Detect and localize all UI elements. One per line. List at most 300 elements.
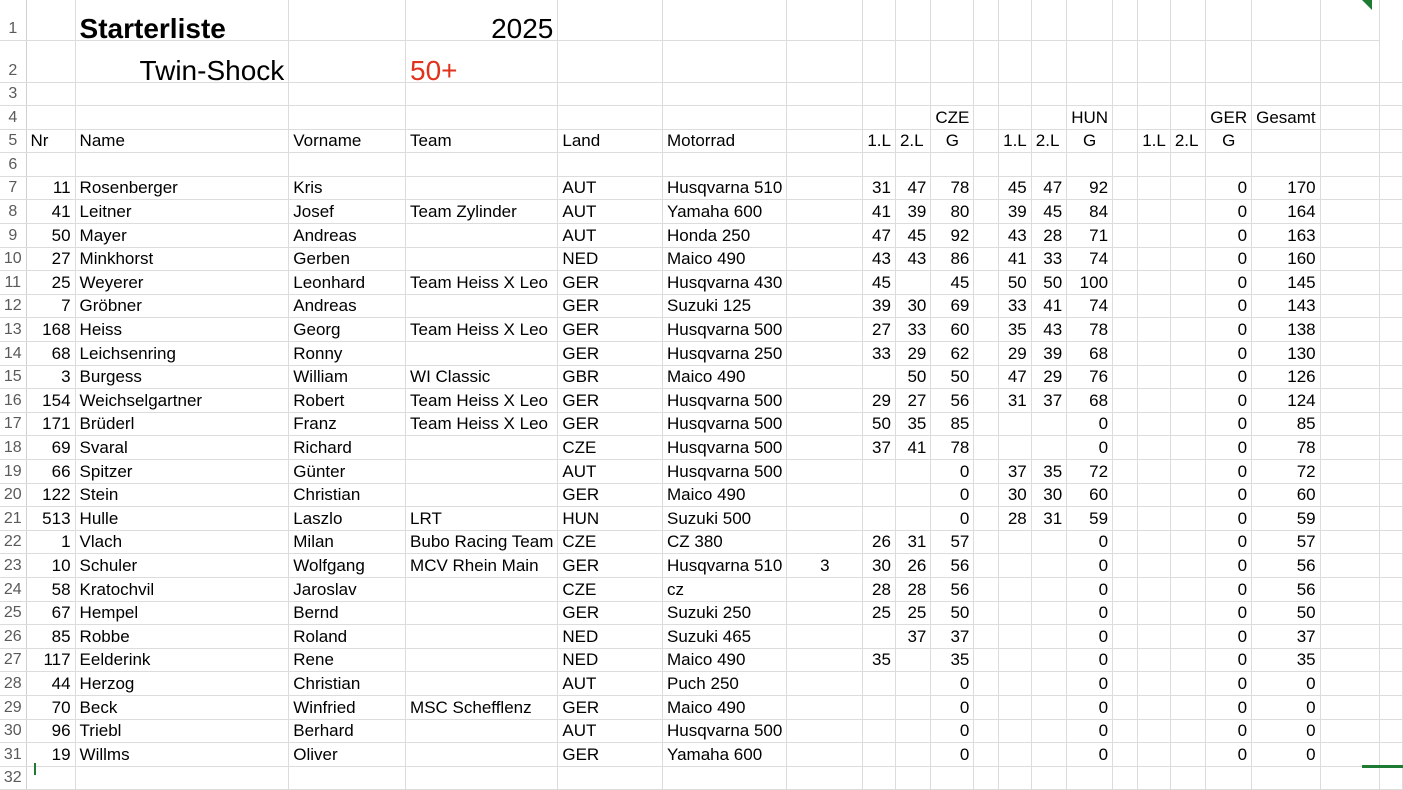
rider-ger-g[interactable]: 0 bbox=[1206, 389, 1252, 413]
row-header[interactable]: 16 bbox=[0, 389, 26, 413]
rider-hun-g[interactable]: 74 bbox=[1067, 247, 1113, 271]
rider-motorrad[interactable]: Maico 490 bbox=[663, 247, 787, 271]
rider-land[interactable]: AUT bbox=[558, 460, 663, 484]
rider-hun-l1[interactable] bbox=[999, 554, 1032, 578]
cell[interactable] bbox=[1170, 40, 1205, 82]
row-header[interactable]: 29 bbox=[0, 695, 26, 719]
col-header-hun-l2[interactable]: 2.L bbox=[1031, 129, 1066, 153]
rider-cze-l2[interactable] bbox=[895, 672, 930, 696]
rider-cze-g[interactable]: 0 bbox=[931, 672, 974, 696]
rider-ger-l2[interactable] bbox=[1170, 719, 1205, 743]
cell[interactable] bbox=[1380, 507, 1403, 531]
rider-motorrad[interactable]: Husqvarna 500 bbox=[663, 436, 787, 460]
rider-hun-l2[interactable]: 35 bbox=[1031, 460, 1066, 484]
rider-extra[interactable] bbox=[787, 412, 863, 436]
row-header[interactable]: 4 bbox=[0, 106, 26, 130]
rider-cze-l2[interactable] bbox=[895, 271, 930, 295]
rider-hun-l1[interactable]: 43 bbox=[999, 224, 1032, 248]
cell[interactable] bbox=[974, 294, 999, 318]
rider-land[interactable]: GER bbox=[558, 554, 663, 578]
rider-team[interactable] bbox=[406, 294, 558, 318]
cell[interactable] bbox=[1320, 554, 1380, 578]
rider-ger-l1[interactable] bbox=[1138, 318, 1171, 342]
rider-team[interactable]: Bubo Racing Team bbox=[406, 530, 558, 554]
cell[interactable] bbox=[999, 40, 1032, 82]
cell[interactable] bbox=[1067, 82, 1113, 106]
row-header[interactable]: 23 bbox=[0, 554, 26, 578]
row-header[interactable]: 32 bbox=[0, 766, 26, 790]
cell[interactable] bbox=[558, 766, 663, 790]
rider-total[interactable]: 164 bbox=[1252, 200, 1321, 224]
rider-ger-l2[interactable] bbox=[1170, 294, 1205, 318]
rider-cze-l1[interactable] bbox=[863, 743, 896, 767]
rider-hun-g[interactable]: 0 bbox=[1067, 648, 1113, 672]
row-header[interactable]: 14 bbox=[0, 342, 26, 366]
cell[interactable] bbox=[75, 766, 289, 790]
rider-ger-l1[interactable] bbox=[1138, 507, 1171, 531]
rider-vorname[interactable]: Jaroslav bbox=[289, 577, 406, 601]
cell[interactable] bbox=[999, 106, 1032, 130]
rider-land[interactable]: GER bbox=[558, 389, 663, 413]
cell[interactable] bbox=[1380, 342, 1403, 366]
cell[interactable] bbox=[974, 247, 999, 271]
rider-land[interactable]: AUT bbox=[558, 719, 663, 743]
rider-hun-g[interactable]: 0 bbox=[1067, 719, 1113, 743]
rider-total[interactable]: 126 bbox=[1252, 365, 1321, 389]
rider-hun-l2[interactable]: 31 bbox=[1031, 507, 1066, 531]
rider-extra[interactable] bbox=[787, 483, 863, 507]
col-header-name[interactable]: Name bbox=[75, 129, 289, 153]
rider-land[interactable]: AUT bbox=[558, 672, 663, 696]
rider-hun-l1[interactable] bbox=[999, 648, 1032, 672]
cell[interactable] bbox=[1380, 719, 1403, 743]
rider-team[interactable]: LRT bbox=[406, 507, 558, 531]
rider-motorrad[interactable]: Yamaha 600 bbox=[663, 743, 787, 767]
cell[interactable] bbox=[1380, 648, 1403, 672]
rider-total[interactable]: 143 bbox=[1252, 294, 1321, 318]
rider-hun-l2[interactable] bbox=[1031, 554, 1066, 578]
rider-cze-l1[interactable]: 29 bbox=[863, 389, 896, 413]
rider-vorname[interactable]: Gerben bbox=[289, 247, 406, 271]
cell[interactable] bbox=[1380, 40, 1403, 82]
col-header-ger-l1[interactable]: 1.L bbox=[1138, 129, 1171, 153]
rider-ger-g[interactable]: 0 bbox=[1206, 648, 1252, 672]
cell[interactable] bbox=[1138, 82, 1171, 106]
rider-ger-l2[interactable] bbox=[1170, 200, 1205, 224]
rider-ger-g[interactable]: 0 bbox=[1206, 554, 1252, 578]
rider-cze-l2[interactable] bbox=[895, 648, 930, 672]
rider-cze-g[interactable]: 60 bbox=[931, 318, 974, 342]
cell[interactable] bbox=[1113, 224, 1138, 248]
cell[interactable] bbox=[558, 153, 663, 177]
rider-hun-l2[interactable] bbox=[1031, 625, 1066, 649]
rider-nr[interactable]: 25 bbox=[26, 271, 75, 295]
rider-name[interactable]: Svaral bbox=[75, 436, 289, 460]
row-header[interactable]: 19 bbox=[0, 460, 26, 484]
cell[interactable] bbox=[1113, 342, 1138, 366]
row-header[interactable]: 25 bbox=[0, 601, 26, 625]
rider-extra[interactable] bbox=[787, 601, 863, 625]
cell[interactable] bbox=[863, 106, 896, 130]
rider-ger-g[interactable]: 0 bbox=[1206, 460, 1252, 484]
cell[interactable] bbox=[974, 483, 999, 507]
cell[interactable] bbox=[1380, 106, 1403, 130]
cell[interactable] bbox=[1380, 554, 1403, 578]
cell[interactable] bbox=[1320, 224, 1380, 248]
cell[interactable] bbox=[1113, 271, 1138, 295]
col-header-ger-g[interactable]: G bbox=[1206, 129, 1252, 153]
rider-hun-l1[interactable] bbox=[999, 625, 1032, 649]
rider-hun-l2[interactable]: 39 bbox=[1031, 342, 1066, 366]
rider-ger-l1[interactable] bbox=[1138, 200, 1171, 224]
cell[interactable] bbox=[406, 153, 558, 177]
row-header[interactable]: 7 bbox=[0, 176, 26, 200]
cell[interactable] bbox=[1206, 40, 1252, 82]
rider-ger-l1[interactable] bbox=[1138, 342, 1171, 366]
rider-motorrad[interactable]: Yamaha 600 bbox=[663, 200, 787, 224]
rider-nr[interactable]: 27 bbox=[26, 247, 75, 271]
cell[interactable] bbox=[289, 82, 406, 106]
rider-land[interactable]: AUT bbox=[558, 176, 663, 200]
rider-land[interactable]: GER bbox=[558, 318, 663, 342]
rider-cze-l1[interactable]: 47 bbox=[863, 224, 896, 248]
rider-motorrad[interactable]: Husqvarna 510 bbox=[663, 176, 787, 200]
row-header[interactable]: 3 bbox=[0, 82, 26, 106]
cell[interactable] bbox=[974, 176, 999, 200]
rider-ger-g[interactable]: 0 bbox=[1206, 271, 1252, 295]
cell[interactable] bbox=[26, 82, 75, 106]
rider-team[interactable]: Team Heiss X Leo bbox=[406, 412, 558, 436]
rider-team[interactable] bbox=[406, 625, 558, 649]
cell[interactable] bbox=[974, 153, 999, 177]
rider-hun-l1[interactable]: 41 bbox=[999, 247, 1032, 271]
cell[interactable] bbox=[999, 766, 1032, 790]
col-header-team[interactable]: Team bbox=[406, 129, 558, 153]
rider-vorname[interactable]: Laszlo bbox=[289, 507, 406, 531]
cell[interactable] bbox=[787, 40, 863, 82]
rider-hun-g[interactable]: 76 bbox=[1067, 365, 1113, 389]
rider-extra[interactable] bbox=[787, 365, 863, 389]
rider-ger-l1[interactable] bbox=[1138, 365, 1171, 389]
rider-cze-l2[interactable]: 50 bbox=[895, 365, 930, 389]
rider-ger-g[interactable]: 0 bbox=[1206, 625, 1252, 649]
cell[interactable] bbox=[1320, 271, 1380, 295]
col-header-hun-g[interactable]: G bbox=[1067, 129, 1113, 153]
cell[interactable] bbox=[787, 766, 863, 790]
rider-cze-g[interactable]: 56 bbox=[931, 389, 974, 413]
cell[interactable] bbox=[1113, 365, 1138, 389]
cell[interactable] bbox=[1320, 719, 1380, 743]
cell[interactable] bbox=[974, 530, 999, 554]
rider-hun-g[interactable]: 0 bbox=[1067, 743, 1113, 767]
rider-ger-l1[interactable] bbox=[1138, 460, 1171, 484]
rider-hun-g[interactable]: 0 bbox=[1067, 672, 1113, 696]
cell[interactable] bbox=[974, 224, 999, 248]
rider-extra[interactable] bbox=[787, 743, 863, 767]
rider-motorrad[interactable]: Husqvarna 500 bbox=[663, 389, 787, 413]
row-header[interactable]: 5 bbox=[0, 129, 26, 153]
cell[interactable] bbox=[1113, 200, 1138, 224]
rider-ger-l2[interactable] bbox=[1170, 318, 1205, 342]
cell[interactable] bbox=[999, 153, 1032, 177]
rider-total[interactable]: 57 bbox=[1252, 530, 1321, 554]
cell[interactable] bbox=[1380, 176, 1403, 200]
cell[interactable] bbox=[974, 82, 999, 106]
cell[interactable] bbox=[1113, 625, 1138, 649]
rider-ger-l1[interactable] bbox=[1138, 743, 1171, 767]
rider-name[interactable]: Gröbner bbox=[75, 294, 289, 318]
rider-cze-g[interactable]: 0 bbox=[931, 507, 974, 531]
rider-ger-l1[interactable] bbox=[1138, 719, 1171, 743]
rider-cze-l2[interactable]: 27 bbox=[895, 389, 930, 413]
row-header[interactable]: 18 bbox=[0, 436, 26, 460]
cell[interactable] bbox=[863, 40, 896, 82]
rider-nr[interactable]: 3 bbox=[26, 365, 75, 389]
cell[interactable] bbox=[1252, 40, 1321, 82]
rider-team[interactable]: Team Heiss X Leo bbox=[406, 271, 558, 295]
cell[interactable] bbox=[787, 153, 863, 177]
rider-hun-l2[interactable] bbox=[1031, 577, 1066, 601]
rider-cze-g[interactable]: 50 bbox=[931, 365, 974, 389]
cell[interactable] bbox=[1138, 106, 1171, 130]
rider-ger-g[interactable]: 0 bbox=[1206, 719, 1252, 743]
rider-ger-l2[interactable] bbox=[1170, 648, 1205, 672]
cell[interactable] bbox=[974, 672, 999, 696]
cell[interactable] bbox=[1320, 625, 1380, 649]
rider-hun-l2[interactable]: 41 bbox=[1031, 294, 1066, 318]
rider-hun-g[interactable]: 0 bbox=[1067, 436, 1113, 460]
rider-land[interactable]: GER bbox=[558, 483, 663, 507]
cell[interactable] bbox=[895, 40, 930, 82]
cell[interactable] bbox=[1138, 40, 1171, 82]
rider-total[interactable]: 59 bbox=[1252, 507, 1321, 531]
rider-hun-l2[interactable]: 30 bbox=[1031, 483, 1066, 507]
rider-cze-g[interactable]: 0 bbox=[931, 460, 974, 484]
rider-ger-l1[interactable] bbox=[1138, 672, 1171, 696]
rider-name[interactable]: Brüderl bbox=[75, 412, 289, 436]
rider-cze-l2[interactable]: 29 bbox=[895, 342, 930, 366]
rider-team[interactable]: Team Heiss X Leo bbox=[406, 318, 558, 342]
cell[interactable] bbox=[663, 766, 787, 790]
cell[interactable] bbox=[895, 0, 930, 40]
rider-team[interactable] bbox=[406, 460, 558, 484]
rider-vorname[interactable]: Georg bbox=[289, 318, 406, 342]
row-header[interactable]: 31 bbox=[0, 743, 26, 767]
rider-cze-g[interactable]: 85 bbox=[931, 412, 974, 436]
rider-ger-l1[interactable] bbox=[1138, 436, 1171, 460]
rider-land[interactable]: GER bbox=[558, 294, 663, 318]
rider-cze-g[interactable]: 0 bbox=[931, 483, 974, 507]
rider-cze-l2[interactable]: 25 bbox=[895, 601, 930, 625]
rider-extra[interactable] bbox=[787, 577, 863, 601]
rider-total[interactable]: 50 bbox=[1252, 601, 1321, 625]
cell[interactable] bbox=[974, 412, 999, 436]
rider-hun-g[interactable]: 72 bbox=[1067, 460, 1113, 484]
rider-motorrad[interactable]: Suzuki 250 bbox=[663, 601, 787, 625]
cell[interactable] bbox=[863, 766, 896, 790]
cell[interactable] bbox=[931, 766, 974, 790]
cell[interactable] bbox=[1113, 318, 1138, 342]
rider-cze-l2[interactable]: 39 bbox=[895, 200, 930, 224]
rider-land[interactable]: GER bbox=[558, 601, 663, 625]
cell[interactable] bbox=[999, 82, 1032, 106]
rider-ger-l1[interactable] bbox=[1138, 389, 1171, 413]
rider-cze-l1[interactable] bbox=[863, 460, 896, 484]
cell[interactable] bbox=[974, 0, 999, 40]
rider-motorrad[interactable]: Husqvarna 430 bbox=[663, 271, 787, 295]
cell[interactable] bbox=[1320, 672, 1380, 696]
rider-nr[interactable]: 66 bbox=[26, 460, 75, 484]
rider-cze-l1[interactable] bbox=[863, 507, 896, 531]
rider-land[interactable]: HUN bbox=[558, 507, 663, 531]
cell[interactable] bbox=[1320, 318, 1380, 342]
cell[interactable] bbox=[863, 0, 896, 40]
rider-team[interactable]: Team Zylinder bbox=[406, 200, 558, 224]
cell[interactable] bbox=[406, 82, 558, 106]
cell[interactable] bbox=[75, 106, 289, 130]
cell[interactable] bbox=[1320, 247, 1380, 271]
rider-team[interactable] bbox=[406, 601, 558, 625]
rider-team[interactable] bbox=[406, 176, 558, 200]
rider-hun-l1[interactable] bbox=[999, 530, 1032, 554]
cell[interactable] bbox=[1380, 82, 1403, 106]
rider-vorname[interactable]: Richard bbox=[289, 436, 406, 460]
cell[interactable] bbox=[895, 106, 930, 130]
cell[interactable] bbox=[931, 40, 974, 82]
rider-name[interactable]: Kratochvil bbox=[75, 577, 289, 601]
rider-cze-l2[interactable]: 43 bbox=[895, 247, 930, 271]
col-header-motorrad[interactable]: Motorrad bbox=[663, 129, 787, 153]
cell[interactable] bbox=[1320, 176, 1380, 200]
rider-motorrad[interactable]: Husqvarna 500 bbox=[663, 719, 787, 743]
rider-extra[interactable] bbox=[787, 530, 863, 554]
rider-hun-l1[interactable]: 29 bbox=[999, 342, 1032, 366]
rider-vorname[interactable]: Kris bbox=[289, 176, 406, 200]
rider-cze-l1[interactable] bbox=[863, 483, 896, 507]
rider-cze-l1[interactable]: 30 bbox=[863, 554, 896, 578]
rider-nr[interactable]: 117 bbox=[26, 648, 75, 672]
row-header[interactable]: 13 bbox=[0, 318, 26, 342]
cell[interactable] bbox=[1206, 766, 1252, 790]
cell[interactable] bbox=[1320, 577, 1380, 601]
rider-cze-l2[interactable] bbox=[895, 719, 930, 743]
cell[interactable] bbox=[1113, 695, 1138, 719]
rider-cze-l2[interactable] bbox=[895, 460, 930, 484]
cell[interactable] bbox=[1031, 153, 1066, 177]
rider-nr[interactable]: 168 bbox=[26, 318, 75, 342]
rider-cze-l1[interactable]: 41 bbox=[863, 200, 896, 224]
rider-cze-l1[interactable]: 27 bbox=[863, 318, 896, 342]
cell[interactable] bbox=[1320, 389, 1380, 413]
rider-vorname[interactable]: Christian bbox=[289, 672, 406, 696]
rider-nr[interactable]: 1 bbox=[26, 530, 75, 554]
cell[interactable] bbox=[406, 766, 558, 790]
rider-hun-l2[interactable]: 29 bbox=[1031, 365, 1066, 389]
cell[interactable] bbox=[1067, 0, 1113, 40]
cell[interactable] bbox=[931, 82, 974, 106]
col-header-ger-l2[interactable]: 2.L bbox=[1170, 129, 1205, 153]
col-header-land[interactable]: Land bbox=[558, 129, 663, 153]
rider-ger-l2[interactable] bbox=[1170, 507, 1205, 531]
row-header[interactable]: 24 bbox=[0, 577, 26, 601]
rider-motorrad[interactable]: CZ 380 bbox=[663, 530, 787, 554]
rider-extra[interactable] bbox=[787, 247, 863, 271]
rider-cze-l1[interactable]: 43 bbox=[863, 247, 896, 271]
rider-hun-l2[interactable] bbox=[1031, 672, 1066, 696]
cell[interactable] bbox=[558, 82, 663, 106]
cell[interactable] bbox=[1320, 601, 1380, 625]
rider-motorrad[interactable]: Maico 490 bbox=[663, 648, 787, 672]
cell[interactable] bbox=[558, 0, 663, 40]
rider-ger-l2[interactable] bbox=[1170, 554, 1205, 578]
cell[interactable] bbox=[1320, 460, 1380, 484]
cell[interactable] bbox=[1380, 200, 1403, 224]
cell[interactable] bbox=[974, 766, 999, 790]
rider-extra[interactable] bbox=[787, 695, 863, 719]
rider-extra[interactable] bbox=[787, 460, 863, 484]
rider-hun-g[interactable]: 92 bbox=[1067, 176, 1113, 200]
rider-land[interactable]: GER bbox=[558, 342, 663, 366]
cell[interactable] bbox=[75, 153, 289, 177]
cell[interactable] bbox=[787, 0, 863, 40]
cell[interactable] bbox=[406, 106, 558, 130]
cell[interactable] bbox=[1320, 294, 1380, 318]
rider-vorname[interactable]: Franz bbox=[289, 412, 406, 436]
rider-land[interactable]: NED bbox=[558, 648, 663, 672]
cell[interactable] bbox=[974, 318, 999, 342]
rider-cze-l1[interactable] bbox=[863, 625, 896, 649]
cell[interactable] bbox=[1170, 82, 1205, 106]
row-header[interactable]: 20 bbox=[0, 483, 26, 507]
row-header[interactable]: 10 bbox=[0, 247, 26, 271]
rider-name[interactable]: Hempel bbox=[75, 601, 289, 625]
rider-land[interactable]: GER bbox=[558, 271, 663, 295]
rider-ger-g[interactable]: 0 bbox=[1206, 224, 1252, 248]
rider-hun-g[interactable]: 71 bbox=[1067, 224, 1113, 248]
cell[interactable] bbox=[1252, 0, 1321, 40]
rider-vorname[interactable]: Winfried bbox=[289, 695, 406, 719]
cell[interactable] bbox=[663, 0, 787, 40]
rider-team[interactable] bbox=[406, 743, 558, 767]
cell[interactable] bbox=[1380, 412, 1403, 436]
rider-motorrad[interactable]: Husqvarna 500 bbox=[663, 460, 787, 484]
rider-ger-l1[interactable] bbox=[1138, 625, 1171, 649]
cell[interactable] bbox=[1170, 766, 1205, 790]
rider-extra[interactable] bbox=[787, 342, 863, 366]
rider-ger-g[interactable]: 0 bbox=[1206, 672, 1252, 696]
cell[interactable] bbox=[1320, 648, 1380, 672]
cell[interactable] bbox=[1113, 507, 1138, 531]
rider-cze-l2[interactable] bbox=[895, 695, 930, 719]
rider-hun-g[interactable]: 0 bbox=[1067, 601, 1113, 625]
rider-hun-l1[interactable]: 31 bbox=[999, 389, 1032, 413]
rider-total[interactable]: 124 bbox=[1252, 389, 1321, 413]
rider-cze-g[interactable]: 62 bbox=[931, 342, 974, 366]
rider-ger-l2[interactable] bbox=[1170, 601, 1205, 625]
row-header[interactable]: 30 bbox=[0, 719, 26, 743]
cell[interactable] bbox=[663, 82, 787, 106]
rider-name[interactable]: Triebl bbox=[75, 719, 289, 743]
rider-extra[interactable] bbox=[787, 318, 863, 342]
cell[interactable] bbox=[1380, 672, 1403, 696]
rider-cze-l1[interactable]: 31 bbox=[863, 176, 896, 200]
rider-team[interactable]: WI Classic bbox=[406, 365, 558, 389]
cell[interactable] bbox=[1067, 766, 1113, 790]
rider-cze-g[interactable]: 0 bbox=[931, 695, 974, 719]
rider-cze-l1[interactable] bbox=[863, 365, 896, 389]
rider-name[interactable]: Hulle bbox=[75, 507, 289, 531]
rider-extra[interactable] bbox=[787, 200, 863, 224]
